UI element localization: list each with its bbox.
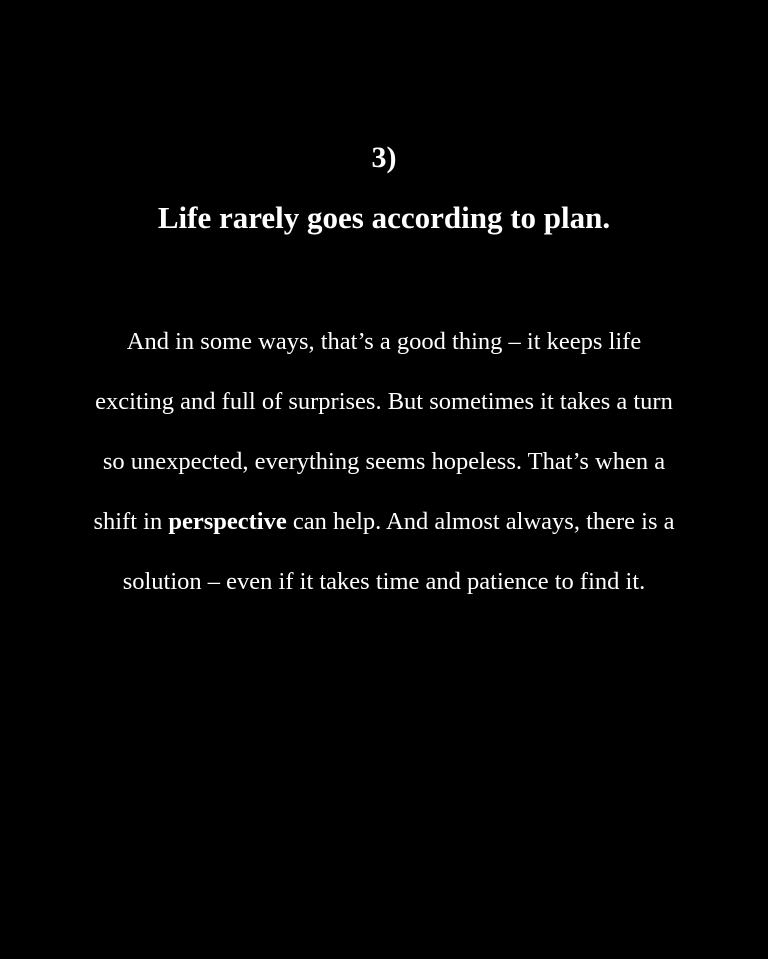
- slide-headline: Life rarely goes according to plan.: [157, 200, 611, 235]
- paragraph-line-3: so unexpected, everything seems hopeless. That’s when a: [102, 448, 666, 475]
- emphasized-word: perspective: [168, 508, 287, 535]
- paragraph-line-2: exciting and full of surprises. But sometimes it takes a turn: [95, 388, 673, 415]
- paragraph-line-4-start: shift in: [93, 508, 169, 535]
- paragraph-line-1: And in some ways, that’s a good thing – it keeps life: [126, 328, 642, 355]
- paragraph-line-5: solution – even if it takes time and patience to find it.: [122, 568, 646, 595]
- slide-paragraph: [40, 312, 728, 612]
- slide-number: 3): [371, 141, 397, 174]
- paragraph-line-4-end: can help. And almost always, there is a: [286, 508, 675, 535]
- paragraph-line-4: [40, 492, 728, 552]
